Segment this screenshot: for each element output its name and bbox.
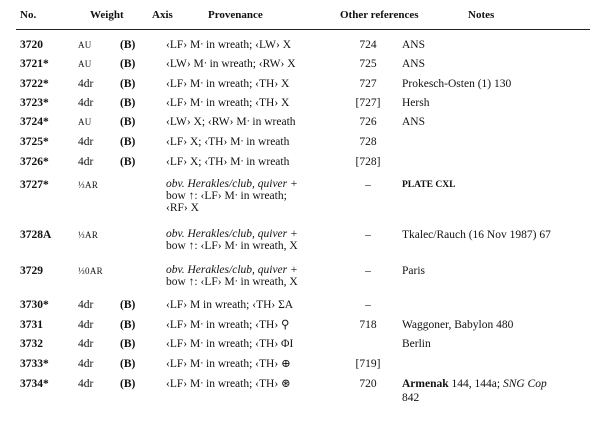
table-row [0,155,600,169]
header-rule [16,29,590,30]
row-weight: 4dr [78,338,94,350]
table-row [0,318,600,332]
row-other-ref: 725 [359,58,377,70]
col-header-weight: Weight [90,9,124,21]
provenance-line: bow ↑: ‹LF› Mᐧ in wreath, X [166,276,298,288]
row-provenance: ‹LF› X; ‹TH› Mᐧ in wreath [166,156,290,168]
row-provenance: ‹LF› Mᐧ in wreath; ‹LW› X [166,39,292,51]
row-provenance: ‹LF› Mᐧ in wreath; ‹TH› ΦI [166,338,294,350]
col-header-other-references: Other references [340,9,419,21]
row-axis: (B) [120,39,136,51]
table-row [0,38,600,52]
row-number: 3725* [20,136,49,148]
table-row [0,377,600,407]
row-number: 3721* [20,58,49,70]
row-other-ref: 724 [359,39,377,51]
row-weight: 4dr [78,319,94,331]
row-other-ref: [728] [355,156,381,168]
provenance-line: ‹RF› X [166,202,199,214]
row-axis: (B) [120,78,136,90]
table-row [0,135,600,149]
row-notes: Prokesch-Osten (1) 130 [402,78,512,90]
row-axis: (B) [120,338,136,350]
row-axis: (B) [120,299,136,311]
row-other-ref: – [365,229,371,241]
row-provenance: ‹LW› Mᐧ in wreath; ‹RW› X [166,58,296,70]
row-provenance [166,228,298,252]
table-row [0,357,600,371]
table-row [0,57,600,71]
row-notes: Waggoner, Babylon 480 [402,319,514,331]
table-row [0,228,600,258]
row-notes: Paris [402,265,425,277]
table-row [0,337,600,351]
row-notes: Hersh [402,97,430,109]
row-notes: ANS [402,39,426,51]
row-notes: Berlin [402,338,431,350]
row-provenance: ‹LF› Mᐧ in wreath; ‹TH› X [166,97,290,109]
row-weight: 4dr [78,156,94,168]
row-notes-line2: 842 [402,392,420,404]
row-weight: 4dr [78,299,94,311]
col-header-notes: Notes [468,9,495,21]
row-provenance: ‹LF› Mᐧ in wreath; ‹TH› ⊕ [166,358,291,370]
row-weight: 4dr [78,78,94,90]
row-number: 3730* [20,299,49,311]
row-axis: (B) [120,358,136,370]
row-weight: AU [78,59,92,69]
col-header-axis: Axis [152,9,173,21]
row-number: 3734* [20,378,49,390]
row-axis: (B) [120,156,136,168]
notes-italic-ref: SNG Cop [502,378,547,390]
row-number: 3732 [20,338,43,350]
row-other-ref: – [365,265,371,277]
row-axis: (B) [120,136,136,148]
row-axis: (B) [120,378,136,390]
row-axis: (B) [120,97,136,109]
row-axis: (B) [120,116,136,128]
row-other-ref: 718 [359,319,377,331]
col-header-no: No. [20,9,37,21]
notes-ref-text: 144, 144a; [448,378,503,390]
row-provenance: ‹LF› Mᐧ in wreath; ‹TH› X [166,78,290,90]
row-other-ref: [719] [355,358,381,370]
table-row [0,115,600,129]
table-row [0,298,600,312]
row-weight: ⅓AR [78,230,99,240]
table-row [0,264,600,294]
row-notes: Tkalec/Rauch (16 Nov 1987) 67 [402,229,551,241]
row-number: 3724* [20,116,49,128]
row-number: 3720 [20,39,43,51]
row-other-ref: 726 [359,116,377,128]
row-weight: 4dr [78,97,94,109]
notes-bold-ref: Armenak [402,378,449,390]
row-number: 3723* [20,97,49,109]
row-number: 3728A [20,229,52,241]
row-other-ref: – [365,179,371,191]
row-number: 3733* [20,358,49,370]
row-provenance [166,178,298,214]
row-provenance [166,264,298,288]
provenance-line: bow ↑: ‹LF› Mᐧ in wreath, X [166,240,298,252]
table-row [0,178,600,222]
row-number: 3731 [20,319,43,331]
row-weight: ⅓AR [78,180,99,190]
row-weight: 4dr [78,358,94,370]
row-other-ref: 728 [359,136,377,148]
row-weight: 4dr [78,136,94,148]
row-other-ref: [727] [355,97,381,109]
row-other-ref: 727 [359,78,377,90]
row-other-ref: – [365,299,371,311]
row-other-ref: 720 [359,378,377,390]
row-provenance: ‹LW› X; ‹RW› Mᐧ in wreath [166,116,296,128]
row-number: 3727* [20,179,49,191]
row-weight: 4dr [78,378,94,390]
table-row [0,77,600,91]
row-number: 3726* [20,156,49,168]
row-notes: ANS [402,58,426,70]
row-number: 3729 [20,265,43,277]
row-provenance: ‹LF› X; ‹TH› Mᐧ in wreath [166,136,290,148]
provenance-line: bow ↑: ‹LF› Mᐧ in wreath; [166,190,287,202]
provenance-line: obv. Herakles/club, quiver + [166,228,298,240]
row-provenance: ‹LF› M in wreath; ‹TH› ΣA [166,299,294,311]
row-axis: (B) [120,319,136,331]
row-weight: AU [78,117,92,127]
col-header-provenance: Provenance [208,9,263,21]
row-notes: PLATE CXL [402,180,456,190]
row-weight: ⅓0AR [78,266,103,276]
row-provenance: ‹LF› Mᐧ in wreath; ‹TH› ⚲ [166,319,290,331]
provenance-line: obv. Herakles/club, quiver + [166,264,298,276]
row-notes: ANS [402,116,426,128]
table-row [0,96,600,110]
row-weight: AU [78,40,92,50]
row-number: 3722* [20,78,49,90]
row-notes [402,377,547,391]
provenance-line: obv. Herakles/club, quiver + [166,178,298,190]
row-provenance: ‹LF› Mᐧ in wreath; ‹TH› ⊛ [166,378,291,390]
row-axis: (B) [120,58,136,70]
